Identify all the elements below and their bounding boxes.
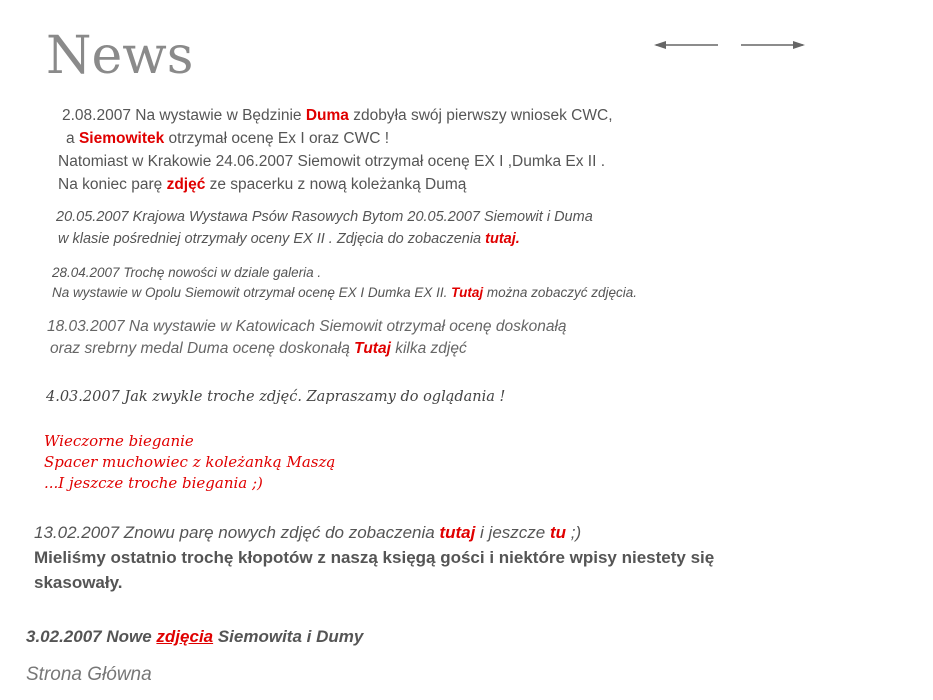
entry-line: w klasie pośredniej otrzymały oceny EX II . Zdjęcia do zobaczenia tutaj. [58,231,520,247]
duma-link[interactable]: Duma [305,107,349,124]
tutaj-link[interactable]: Tutaj [354,340,391,357]
entry-line: Mieliśmy ostatnio trochę kłopotów z naszą księgą gości i niektóre wpisy niestety się [34,548,715,567]
home-link[interactable]: Strona Główna [26,664,152,685]
tutaj-link[interactable]: Tutaj [451,285,484,300]
entry-line: Na wystawie w Opolu Siemowit otrzymał ocenę EX I Dumka EX II. Tutaj można zobaczyć zdjęcia. [52,285,637,300]
wieczorne-bieganie-link[interactable]: Wieczorne bieganie [44,432,194,450]
news-entry-photo-links [44,431,335,494]
entry-line: Na koniec parę zdjęć ze spacerku z nową koleżanką Dumą [58,176,467,193]
page-title: News [46,26,194,86]
entry-line: 2.08.2007 Na wystawie w Będzinie Duma zdobyła swój pierwszy wniosek CWC, [62,107,613,124]
jeszcze-troche-biegania-link[interactable]: ...I jeszcze troche biegania ;) [44,474,263,492]
tutaj-link[interactable]: tutaj [439,523,476,542]
entry-line: 20.05.2007 Krajowa Wystawa Psów Rasowych Bytom 20.05.2007 Siemowit i Duma [56,209,593,225]
news-entry-2007-05-20 [56,206,593,250]
news-entry-2007-02-13 [34,520,714,595]
entry-line: skasowały. [34,573,123,592]
tu-link[interactable]: tu [549,523,567,542]
news-entry-2007-08-02 [58,104,613,196]
entry-line: oraz srebrny medal Duma ocenę doskonałą Tutaj kilka zdjęć [50,340,467,357]
entry-line: 13.02.2007 Znowu parę nowych zdjęć do zobaczenia tutaj i jeszcze tu ;) [34,523,582,542]
tutaj-link[interactable]: tutaj. [485,231,520,247]
news-entry-2007-04-28 [52,263,637,303]
arrow-left-icon[interactable] [652,38,722,52]
entry-line: 18.03.2007 Na wystawie w Katowicach Siemowit otrzymał ocenę doskonałą [47,318,567,335]
news-entry-2007-02-03: 3.02.2007 Nowe zdjęcia Siemowita i Dumy [26,627,364,646]
news-entry-2007-03-04: 4.03.2007 Jak zwykle troche zdjęć. Zapraszamy do oglądania ! [46,389,506,405]
zdjecia-link[interactable]: zdjęć [166,176,206,193]
siemowitek-link[interactable]: Siemowitek [78,130,165,147]
news-entry-2007-03-18 [47,316,567,360]
entry-line: a Siemowitek otrzymał ocenę Ex I oraz CWC ! [66,130,390,147]
spacer-muchowiec-link[interactable]: Spacer muchowiec z koleżanką Maszą [44,453,336,471]
arrow-right-icon[interactable] [737,38,807,52]
entry-line: 28.04.2007 Trochę nowości w dziale galeria . [52,265,322,280]
zdjecia-link[interactable]: zdjęcia [156,627,214,646]
entry-line: Natomiast w Krakowie 24.06.2007 Siemowit otrzymał ocenę EX I ,Dumka Ex II . [58,153,606,170]
